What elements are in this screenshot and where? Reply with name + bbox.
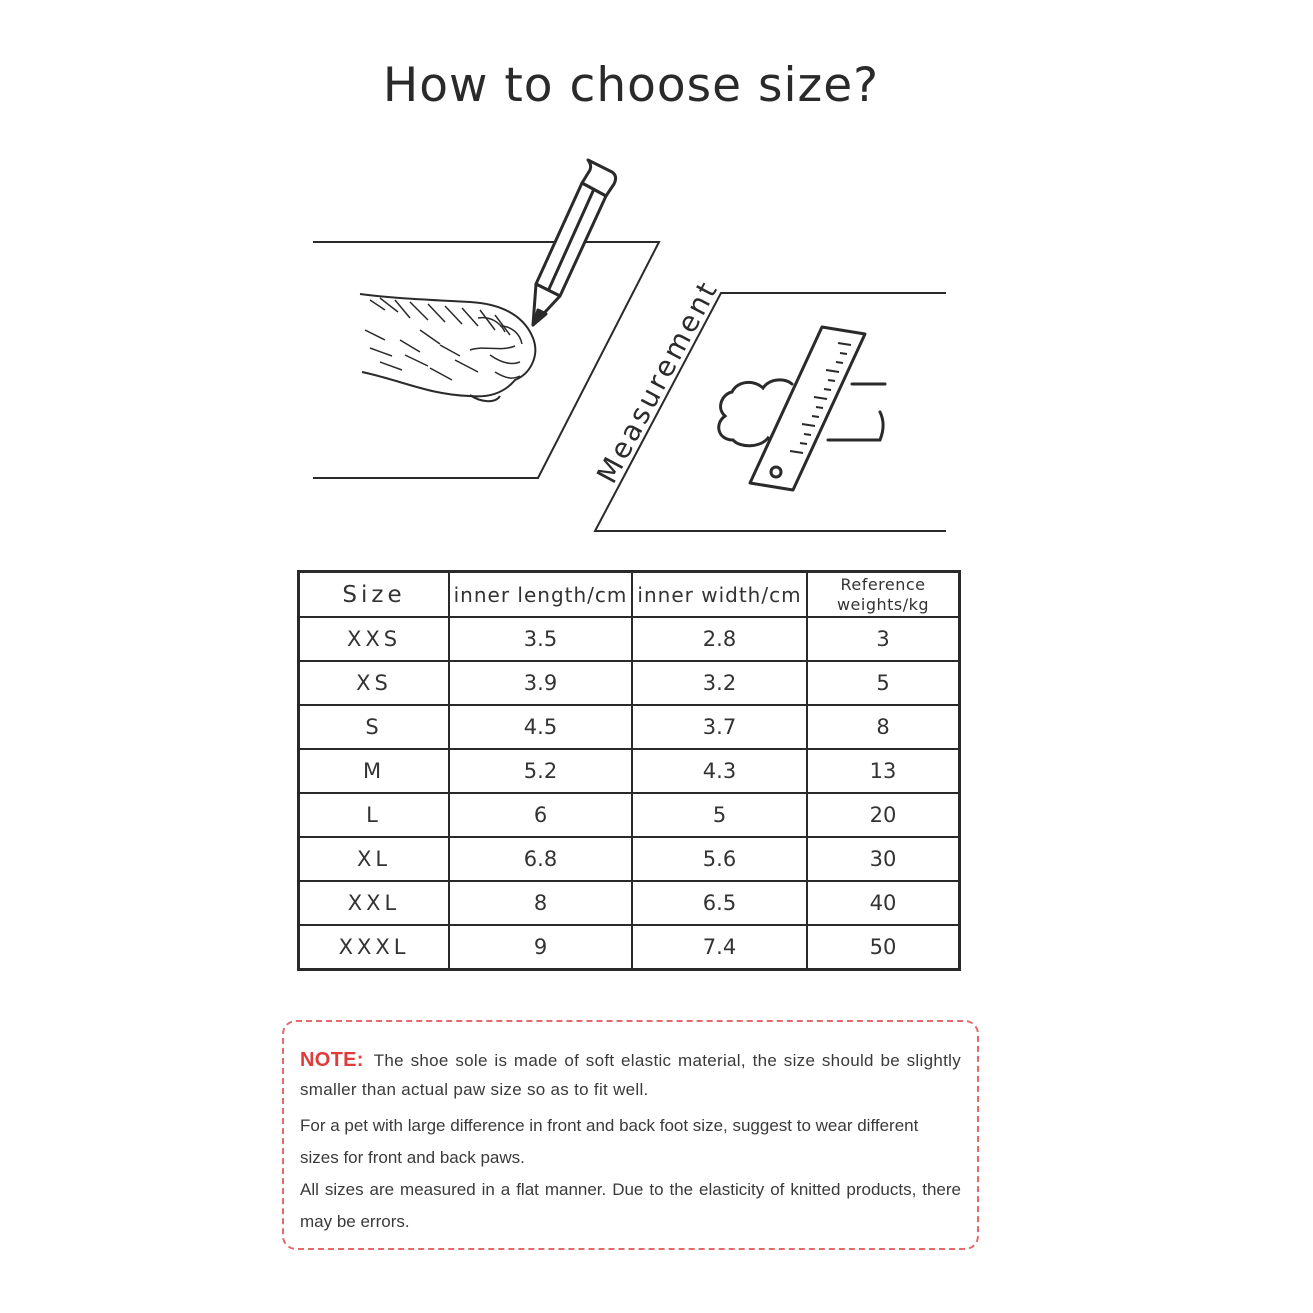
- cell-length: 3.5: [449, 617, 632, 661]
- cell-size: XXXL: [299, 925, 450, 970]
- table-row: [299, 925, 960, 970]
- cell-width: 5: [632, 793, 807, 837]
- measurement-label: Measurement: [590, 274, 726, 489]
- cell-weight: 20: [807, 793, 960, 837]
- header-reference-line1: Reference: [840, 574, 926, 594]
- table-row: [299, 661, 960, 705]
- cell-width: 7.4: [632, 925, 807, 970]
- cell-length: 9: [449, 925, 632, 970]
- table-row: [299, 617, 960, 661]
- header-reference-weight: [807, 572, 960, 618]
- measurement-illustration: [0, 0, 1313, 560]
- cell-length: 8: [449, 881, 632, 925]
- ruler-icon: [750, 327, 865, 490]
- cell-width: 3.7: [632, 705, 807, 749]
- table-row: [299, 793, 960, 837]
- table-row: [299, 749, 960, 793]
- note-paragraph-3: All sizes are measured in a flat manner. Due to the elasticity of knitted products, there may be errors.: [300, 1180, 961, 1231]
- table-row: [299, 837, 960, 881]
- note-box: [282, 1020, 979, 1250]
- cell-weight: 30: [807, 837, 960, 881]
- note-text-1: The shoe sole is made of soft elastic material, the size should be slightly smaller than actual paw size so as to fit well.: [300, 1051, 961, 1099]
- cell-length: 3.9: [449, 661, 632, 705]
- cell-weight: 3: [807, 617, 960, 661]
- cell-width: 5.6: [632, 837, 807, 881]
- cell-width: 2.8: [632, 617, 807, 661]
- cell-weight: 13: [807, 749, 960, 793]
- cell-weight: 8: [807, 705, 960, 749]
- size-chart-table: [297, 570, 961, 971]
- paw-icon: [360, 294, 535, 401]
- table-row: [299, 705, 960, 749]
- cell-size: L: [299, 793, 450, 837]
- cell-width: 3.2: [632, 661, 807, 705]
- cell-width: 6.5: [632, 881, 807, 925]
- header-inner-length: inner length/cm: [449, 572, 632, 618]
- page-title: How to choose size?: [382, 58, 880, 113]
- table-row: [299, 881, 960, 925]
- cell-size: XXS: [299, 617, 450, 661]
- note-label: NOTE:: [300, 1049, 364, 1071]
- cell-weight: 50: [807, 925, 960, 970]
- cell-length: 5.2: [449, 749, 632, 793]
- cell-size: S: [299, 705, 450, 749]
- cell-width: 4.3: [632, 749, 807, 793]
- header-reference-line2: weights/kg: [836, 594, 930, 614]
- cell-length: 6: [449, 793, 632, 837]
- cell-size: XS: [299, 661, 450, 705]
- cell-length: 4.5: [449, 705, 632, 749]
- cell-weight: 40: [807, 881, 960, 925]
- note-paragraph-1: [300, 1046, 961, 1104]
- header-size: Size: [299, 572, 450, 618]
- cell-size: XXL: [299, 881, 450, 925]
- header-inner-width: inner width/cm: [632, 572, 807, 618]
- cell-weight: 5: [807, 661, 960, 705]
- table-header-row: [299, 572, 960, 618]
- note-paragraph-2: For a pet with large difference in front and back foot size, suggest to wear different sizes for front and back paws.: [300, 1116, 919, 1167]
- cell-size: M: [299, 749, 450, 793]
- cell-length: 6.8: [449, 837, 632, 881]
- cell-size: XL: [299, 837, 450, 881]
